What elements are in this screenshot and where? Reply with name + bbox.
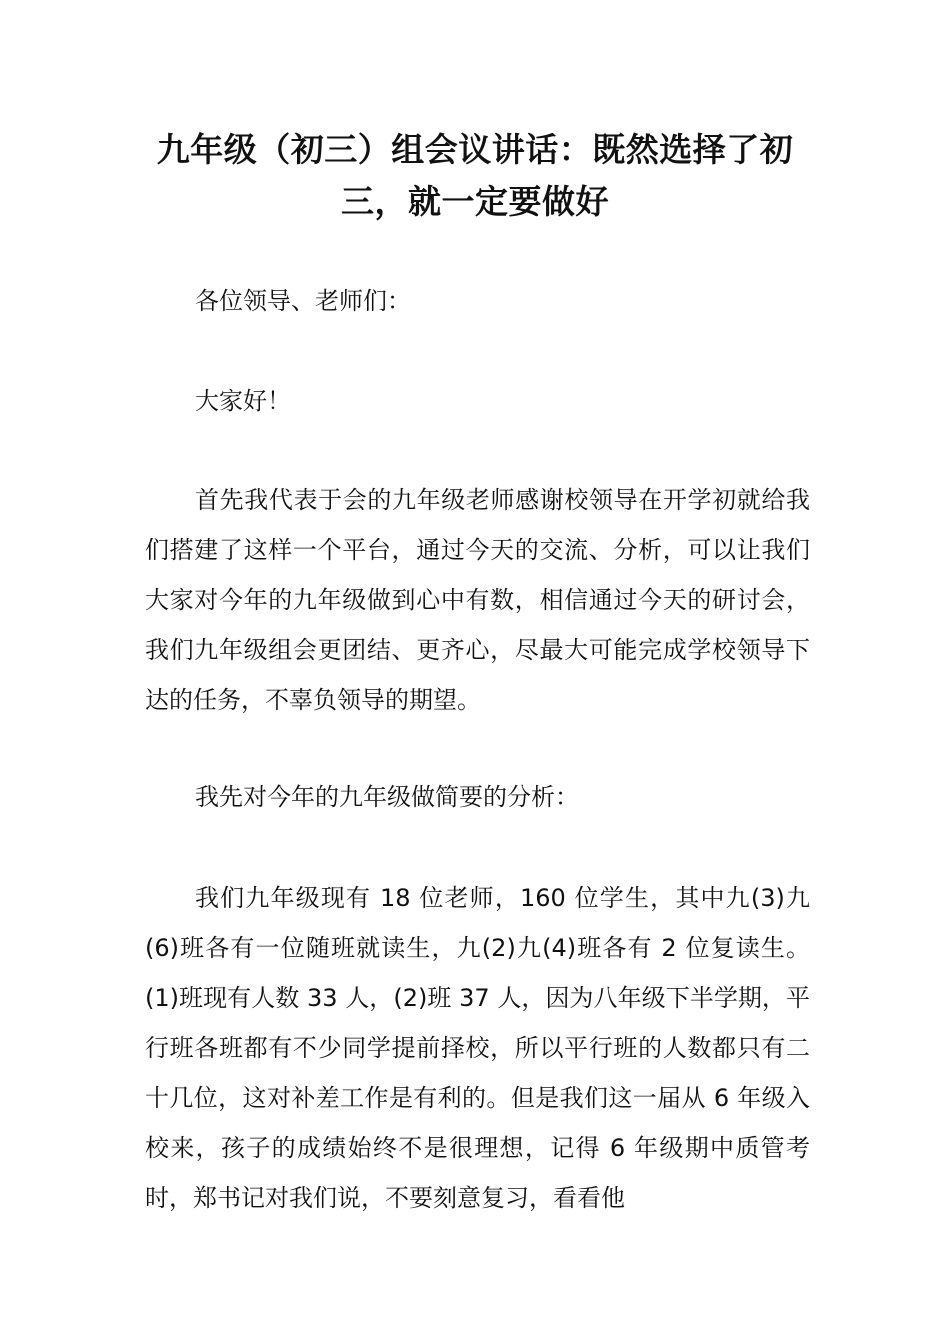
analysis-body-paragraph: 我们九年级现有 18 位老师，160 位学生，其中九(3)九(6)班各有一位随班就读生，九(2)九(4)班各有 2 位复读生。(1)班现有人数 33 人，(2)班 37 人，因为八年级下半学期，平行班各班都有不少同学提前择校，所以平行班的人数都只有二十几位，这对补差工作是有利的。但是我们这一届从 6 年级入校来，孩子的成绩始终不是很理想，记得 6 年级期中质管考时，郑书记对我们说，不要刻意复习，看看他 — [145, 884, 810, 1212]
greeting-paragraph: 大家好！ — [195, 387, 291, 415]
document-title: 九年级（初三）组会议讲话：既然选择了初三，就一定要做好 — [156, 130, 794, 221]
analysis-intro-paragraph: 我先对今年的九年级做简要的分析： — [195, 783, 579, 811]
thanks-paragraph: 首先我代表于会的九年级老师感谢校领导在开学初就给我们搭建了这样一个平台，通过今天的交流、分析，可以让我们大家对今年的九年级做到心中有数，相信通过今天的研讨会，我们九年级组会更团结、更齐心，尽最大可能完成学校领导下达的任务，不辜负领导的期望。 — [145, 486, 810, 714]
salutation-paragraph: 各位领导、老师们： — [195, 287, 411, 315]
